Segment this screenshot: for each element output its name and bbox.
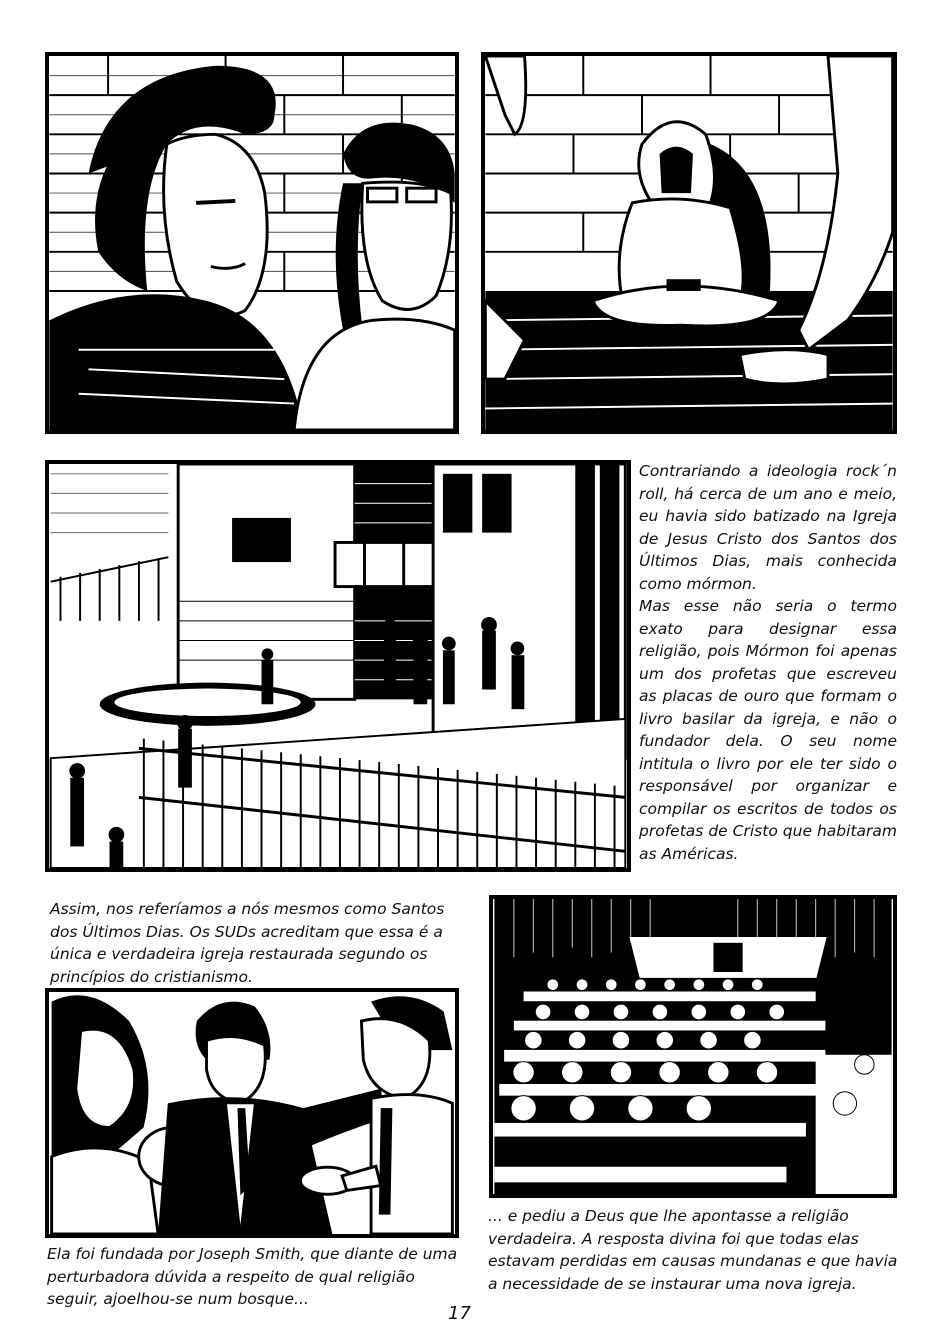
panel-4-handshake bbox=[45, 988, 459, 1238]
caption-paragraph: Assim, nos referíamos a nós mesmos como Santos dos Últimos Dias. Os SUDs acreditam que essa é a única e verdadeira igreja restaurada segundo os princípios do cristianismo. bbox=[50, 900, 445, 986]
panel-1-teens bbox=[45, 52, 459, 434]
caption-paragraph-1: Contrariando a ideologia rock´n roll, há cerca de um ano e meio, eu havia sido batizado na Igreja de Jesus Cristo dos Santos dos Últimos Dias, mais conhecida como mórmon. bbox=[639, 462, 897, 593]
church-building-illustration-icon bbox=[49, 464, 627, 868]
page-number: 17 bbox=[448, 1303, 471, 1324]
panel-3-caption bbox=[639, 460, 897, 865]
handshake-illustration-icon bbox=[49, 992, 455, 1234]
hooded-reader-illustration-icon bbox=[485, 56, 893, 430]
panel-5-congregation bbox=[489, 895, 897, 1198]
congregation-illustration-icon bbox=[493, 899, 893, 1194]
panel-2-hooded-reader bbox=[481, 52, 897, 434]
caption-paragraph: Ela foi fundada por Joseph Smith, que diante de uma perturbadora dúvida a respeito de qual religião seguir, ajoelhou-se num bosque... bbox=[47, 1245, 458, 1308]
panel-4-bottom-caption bbox=[47, 1243, 459, 1311]
panel-3-church-courtyard bbox=[45, 460, 631, 872]
caption-paragraph-2: Mas esse não seria o termo exato para designar essa religião, pois Mórmon foi apenas um dos profetas que escreveu as placas de ouro que formam o livro basilar da igreja, e não o fundador dela. O seu nome intitula o livro por ele ter sido o responsável por organizar e compilar os escritos de todos os profetas de Cristo que habitaram as Américas. bbox=[639, 597, 897, 863]
teens-illustration-icon bbox=[49, 56, 455, 430]
caption-paragraph: ... e pediu a Deus que lhe apontasse a religião verdadeira. A resposta divina foi que todas elas estavam perdidas em causas mundanas e que havia a necessidade de se instaurar uma nova igreja. bbox=[488, 1207, 898, 1293]
panel-4-top-caption bbox=[50, 898, 460, 988]
panel-5-bottom-caption bbox=[488, 1205, 898, 1295]
